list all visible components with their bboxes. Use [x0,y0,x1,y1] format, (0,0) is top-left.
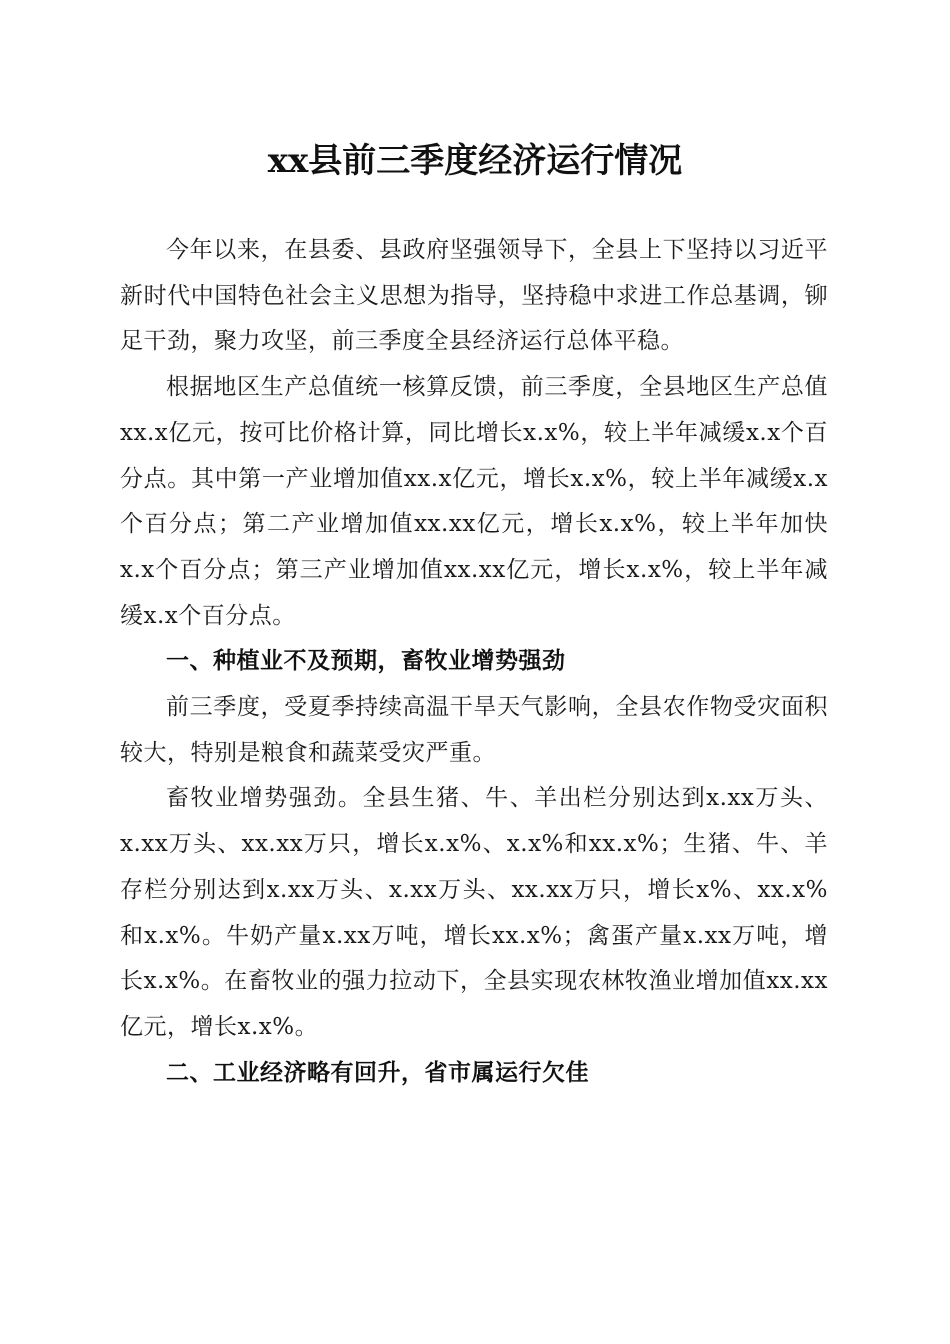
livestock-paragraph: 畜牧业增势强劲。全县生猪、牛、羊出栏分别达到x.xx万头、x.xx万头、xx.xx万只，增长x.x%、x.x%和xx.x%；生猪、牛、羊存栏分别达到x.xx万头、x.xx万头、xx.xx万只，增长x%、xx.x%和x.x%。牛奶产量x.xx万吨，增长xx.x%；禽蛋产量x.xx万吨，增长x.x%。在畜牧业的强力拉动下，全县实现农林牧渔业增加值xx.xx亿元，增长x.x%。 [120,785,828,1040]
gdp-paragraph: 根据地区生产总值统一核算反馈，前三季度，全县地区生产总值xx.x亿元，按可比价格计算，同比增长x.x%，较上半年减缓x.x个百分点。其中第一产业增加值xx.x亿元，增长x.x%，较上半年减缓x.x个百分点；第二产业增加值xx.xx亿元，增长x.x%，较上半年加快x.x个百分点；第三产业增加值xx.xx亿元，增长x.x%，较上半年减缓x.x个百分点。 [120,374,828,629]
intro-paragraph: 今年以来，在县委、县政府坚强领导下，全县上下坚持以习近平新时代中国特色社会主义思想为指导，坚持稳中求进工作总基调，铆足干劲，聚力攻坚，前三季度全县经济运行总体平稳。 [120,237,828,355]
section-1-heading: 一、种植业不及预期，畜牧业增势强劲 [166,648,566,675]
document-title: xx县前三季度经济运行情况 [267,141,683,181]
document-body [120,228,828,1096]
section-2-heading: 二、工业经济略有回升，省市属运行欠佳 [166,1059,589,1086]
crop-paragraph: 前三季度，受夏季持续高温干旱天气影响，全县农作物受灾面积较大，特别是粮食和蔬菜受灾严重。 [120,694,828,766]
